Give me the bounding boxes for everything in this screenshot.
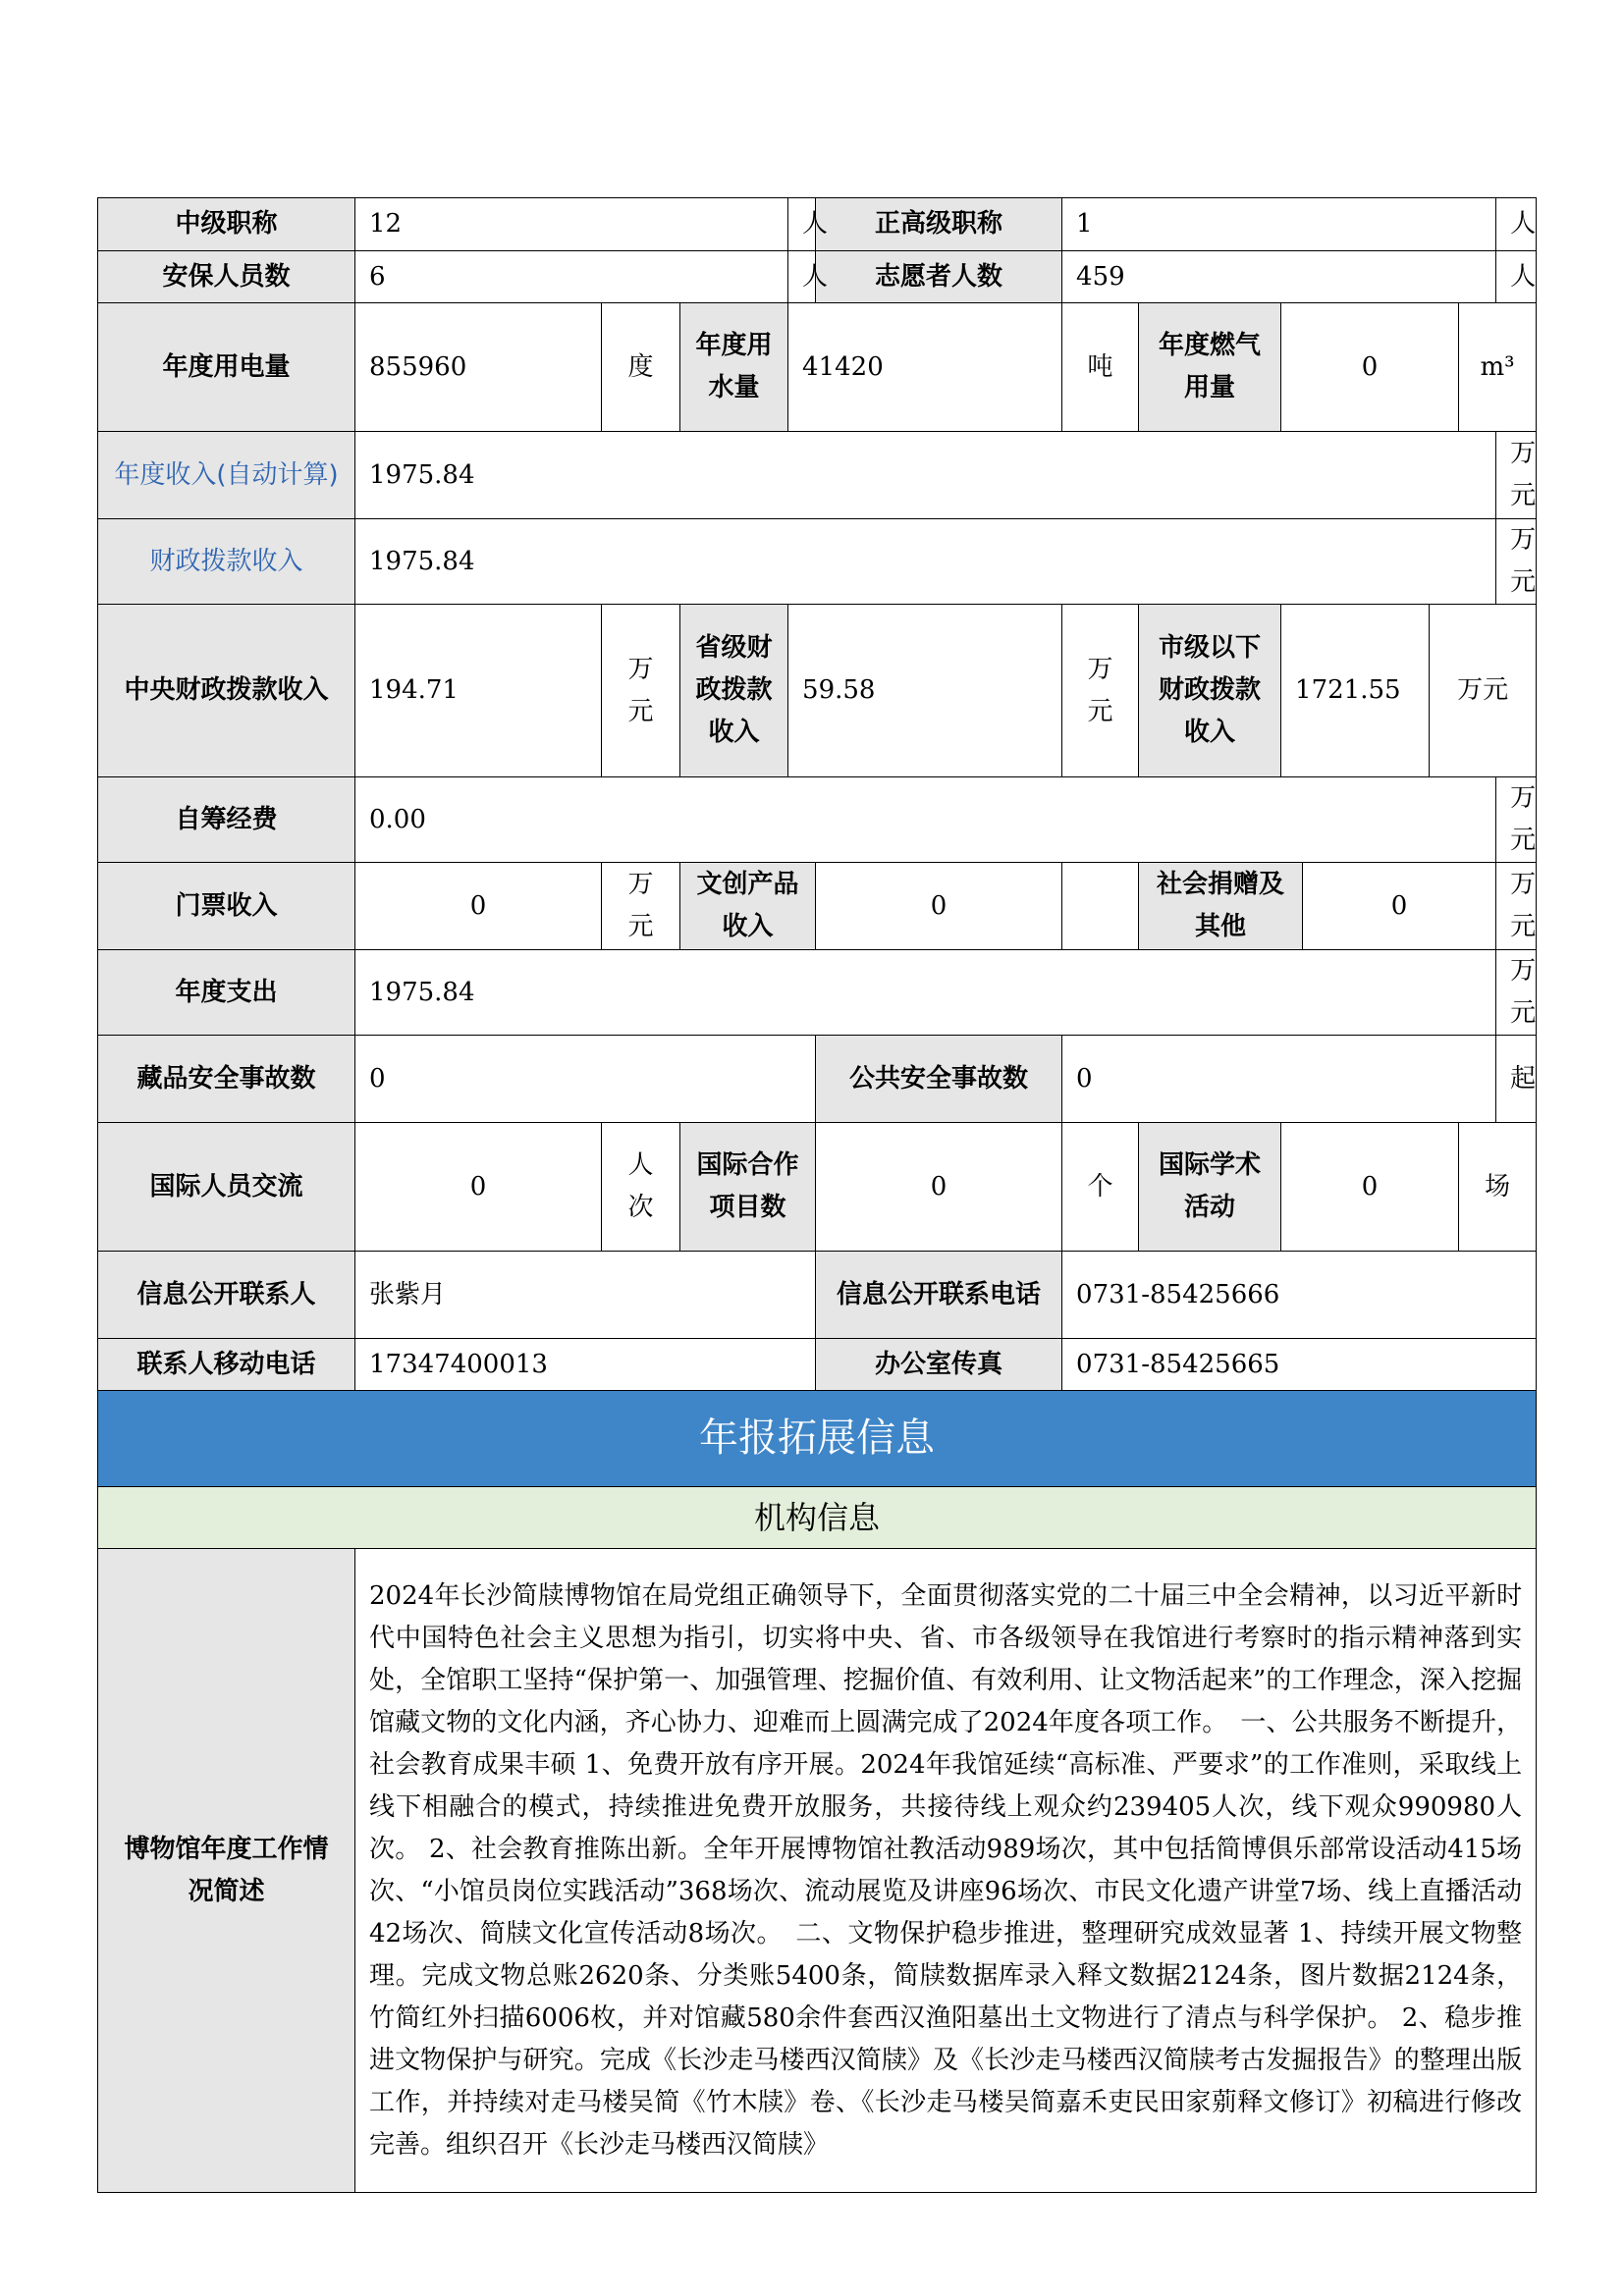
mobile-value: 17347400013 — [355, 1339, 816, 1391]
donations-value: 0 — [1303, 863, 1496, 950]
row-mid-title — [98, 198, 1537, 251]
mid-title-unit: 人 — [788, 198, 816, 251]
intl-academic-value: 0 — [1281, 1123, 1459, 1252]
collection-accidents-value: 0 — [355, 1036, 816, 1123]
fiscal-unit: 万元 — [1496, 519, 1537, 605]
row-expense — [98, 950, 1537, 1036]
electricity-label: 年度用电量 — [98, 303, 355, 432]
water-value: 41420 — [788, 303, 1062, 432]
expense-value: 1975.84 — [355, 950, 1496, 1036]
intl-academic-unit: 场 — [1459, 1123, 1537, 1252]
intl-exchange-label: 国际人员交流 — [98, 1123, 355, 1252]
cultural-unit — [1062, 863, 1139, 950]
central-unit: 万元 — [602, 605, 680, 777]
fax-label: 办公室传真 — [816, 1339, 1062, 1391]
gas-unit: m³ — [1459, 303, 1537, 432]
tickets-label: 门票收入 — [98, 863, 355, 950]
provincial-value: 59.58 — [788, 605, 1062, 777]
row-self-raised — [98, 777, 1537, 863]
mid-title-label: 中级职称 — [98, 198, 355, 251]
public-accidents-label: 公共安全事故数 — [816, 1036, 1062, 1123]
row-mobile — [98, 1339, 1537, 1391]
senior-title-unit: 人 — [1496, 198, 1537, 251]
central-value: 194.71 — [355, 605, 602, 777]
fiscal-value: 1975.84 — [355, 519, 1496, 605]
intl-projects-label: 国际合作项目数 — [680, 1123, 816, 1252]
collection-accidents-label: 藏品安全事故数 — [98, 1036, 355, 1123]
expense-label: 年度支出 — [98, 950, 355, 1036]
row-utilities — [98, 303, 1537, 432]
row-income — [98, 432, 1537, 519]
intl-exchange-value: 0 — [355, 1123, 602, 1252]
water-unit: 吨 — [1062, 303, 1139, 432]
contact-phone-label: 信息公开联系电话 — [816, 1252, 1062, 1339]
row-contact — [98, 1252, 1537, 1339]
donations-label: 社会捐赠及其他 — [1139, 863, 1303, 950]
water-label: 年度用水量 — [680, 303, 788, 432]
public-accidents-unit: 起 — [1496, 1036, 1537, 1123]
security-unit: 人 — [788, 251, 816, 303]
volunteers-label: 志愿者人数 — [816, 251, 1062, 303]
mid-title-value: 12 — [355, 198, 788, 251]
self-raised-value: 0.00 — [355, 777, 1496, 863]
row-fiscal-breakdown — [98, 605, 1537, 777]
row-international — [98, 1123, 1537, 1252]
income-unit: 万元 — [1496, 432, 1537, 519]
gas-label: 年度燃气用量 — [1139, 303, 1281, 432]
summary-text: 2024年长沙简牍博物馆在局党组正确领导下，全面贯彻落实党的二十届三中全会精神，以习近平新时代中国特色社会主义思想为指引，切实将中央、省、市各级领导在我馆进行考察时的指示精神落到实处，全馆职工坚持“保护第一、加强管理、挖掘价值、有效利用、让文物活起来”的工作理念，深入挖掘馆藏文物的文化内涵，齐心协力、迎难而上圆满完成了2024年度各项工作。 一、公共服务不断提升，社会教育成果丰硕 1、免费开放有序开展。2024年我馆延续“高标准、严要求”的工作准则，采取线上线下相融合的模式，持续推进免费开放服务，共接待线上观众约239405人次，线下观众990980人次。 2、社会教育推陈出新。全年开展博物馆社教活动989场次，其中包括简博俱乐部常设活动415场次、“小馆员岗位实践活动”368场次、流动展览及讲座96场次、市民文化遗产讲堂7场、线上直播活动42场次、简牍文化宣传活动8场次。 二、文物保护稳步推进，整理研究成效显著 1、持续开展文物整理。完成文物总账2620条、分类账5400条，简牍数据库录入释文数据2124条，图片数据2124条，竹简红外扫描6006枚，并对馆藏580余件套西汉渔阳墓出土文物进行了清点与科学保护。 2、稳步推进文物保护与研究。完成《长沙走马楼西汉简牍》及《长沙走马楼西汉简牍考古发掘报告》的整理出版工作，并持续对走马楼吴简《竹木牍》卷、《长沙走马楼吴简嘉禾吏民田家莂释文修订》初稿进行修改完善。组织召开《长沙走马楼西汉简牍》 — [355, 1549, 1537, 2193]
security-value: 6 — [355, 251, 788, 303]
income-value: 1975.84 — [355, 432, 1496, 519]
volunteers-unit: 人 — [1496, 251, 1537, 303]
provincial-label: 省级财政拨款收入 — [680, 605, 788, 777]
municipal-value: 1721.55 — [1281, 605, 1430, 777]
row-fiscal — [98, 519, 1537, 605]
row-tickets — [98, 863, 1537, 950]
mobile-label: 联系人移动电话 — [98, 1339, 355, 1391]
intl-academic-label: 国际学术活动 — [1139, 1123, 1281, 1252]
expense-unit: 万元 — [1496, 950, 1537, 1036]
gas-value: 0 — [1281, 303, 1459, 432]
public-accidents-value: 0 — [1062, 1036, 1496, 1123]
section-title: 年报拓展信息 — [98, 1391, 1537, 1487]
report-page — [97, 197, 1536, 2193]
tickets-unit: 万元 — [602, 863, 680, 950]
row-subsection-header — [98, 1487, 1537, 1549]
row-section-header — [98, 1391, 1537, 1487]
row-security — [98, 251, 1537, 303]
fax-value: 0731-85425665 — [1062, 1339, 1537, 1391]
provincial-unit: 万元 — [1062, 605, 1139, 777]
self-raised-label: 自筹经费 — [98, 777, 355, 863]
intl-projects-unit: 个 — [1062, 1123, 1139, 1252]
electricity-unit: 度 — [602, 303, 680, 432]
electricity-value: 855960 — [355, 303, 602, 432]
subsection-title: 机构信息 — [98, 1487, 1537, 1549]
donations-unit: 万元 — [1496, 863, 1537, 950]
fiscal-label: 财政拨款收入 — [98, 519, 355, 605]
annual-report-table — [97, 197, 1537, 2193]
central-label: 中央财政拨款收入 — [98, 605, 355, 777]
cultural-label: 文创产品收入 — [680, 863, 816, 950]
cultural-value: 0 — [816, 863, 1062, 950]
senior-title-value: 1 — [1062, 198, 1496, 251]
row-summary — [98, 1549, 1537, 2193]
municipal-label: 市级以下财政拨款收入 — [1139, 605, 1281, 777]
contact-person-value: 张紫月 — [355, 1252, 816, 1339]
contact-phone-value: 0731-85425666 — [1062, 1252, 1537, 1339]
security-label: 安保人员数 — [98, 251, 355, 303]
income-label: 年度收入(自动计算) — [98, 432, 355, 519]
summary-label: 博物馆年度工作情况简述 — [98, 1549, 355, 2193]
senior-title-label: 正高级职称 — [816, 198, 1062, 251]
row-accidents — [98, 1036, 1537, 1123]
self-raised-unit: 万元 — [1496, 777, 1537, 863]
tickets-value: 0 — [355, 863, 602, 950]
municipal-unit: 万元 — [1430, 605, 1537, 777]
intl-projects-value: 0 — [816, 1123, 1062, 1252]
contact-person-label: 信息公开联系人 — [98, 1252, 355, 1339]
volunteers-value: 459 — [1062, 251, 1496, 303]
intl-exchange-unit: 人次 — [602, 1123, 680, 1252]
